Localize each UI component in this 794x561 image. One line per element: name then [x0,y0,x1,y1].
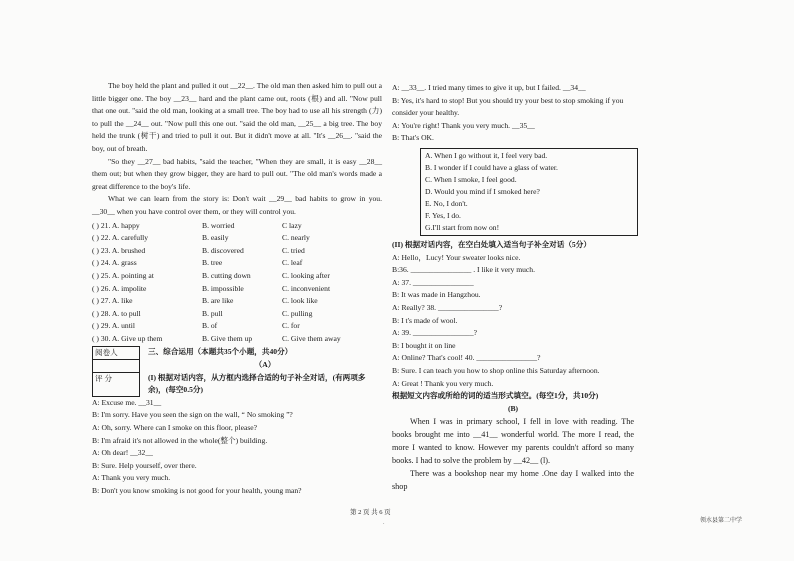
dialog-line: B: Don't you know smoking is not good for your health, young man? [92,486,302,495]
part-i-instruction: (I) 根据对话内容，从方框内选择合适的句子补全对话，(有两项多余)，(每空0.5分) [148,372,366,395]
options-box [420,148,638,236]
option-row: ( ) 21. A. happy B. worried C lazy [92,220,302,230]
dialog-line: B: I'm sorry. Have you seen the sign on the wall, “ No smoking ”? [92,410,293,420]
grader-cell: 阅卷人 [93,347,139,360]
dialog-line: B: It was made in Hangzhou. [392,290,481,300]
option-row: ( ) 23. A. brushed B. discovered C. tried [92,245,305,255]
option-row: ( ) 26. A. impolite B. impossible C. inconvenient [92,283,331,293]
section-3-header [92,346,382,396]
dialog-line: A: __33__. I tried many times to give it up, but I failed. __34__ [392,83,586,92]
grader-table [92,346,140,396]
options-list [92,220,382,346]
dialog-line: A: Great ! Thank you very much. [392,378,494,388]
option-row: ( ) 24. A. grass B. tree C. leaf [92,258,303,268]
dialog-line: B: I'm afraid it's not allowed in the whole(整个) building. [92,435,268,445]
box-option: E. No, I don't. [425,198,468,208]
box-option: A. When I go without it, I feel very bad. [425,150,548,160]
dialog-line: A: 37. ________________ [392,277,474,287]
dialog-line: B: That's OK. [392,133,434,143]
box-option: G.I'll start from now on! [425,222,500,232]
dialog-line: B: Sure. Help yourself, over there. [92,460,197,470]
passage-paragraph-1: The boy held the plant and pulled it out __22__. The old man then asked him to pull out a little bigger one. The boy __23__ hard and the plant came out, roots (根) and all. "Now pull that one out. "said the old man, looking at a small tree. The boy had to use all his strength (力) to pull the __24__ out. "Now pull this one out. "said the old man, __25__ a big tree. The boy held the trunk (树干) and tried to pull it out. But it didn't move at all. "It's __26__. "said the boy, out of breath. [92,81,382,153]
box-option: D. Would you mind if I smoked here? [425,186,540,196]
option-row: ( ) 28. A. to pull B. pull C. pulling [92,308,313,318]
dialog-line: A: You're right! Thank you very much. __35__ [392,120,535,130]
dialog-line: B:36. ________________ . I like it very much. [392,265,536,275]
section-3-title: 三、综合运用（本题共35个小题，共40分） [148,347,293,357]
fill-instruction: 根据短文内容或所给的词的适当形式填空。(每空1分，共10分) [392,391,599,401]
option-row: ( ) 22. A. carefully B. easily C. nearly [92,233,310,243]
part-b-title: (B) [507,403,519,413]
dialog-line: A: Excuse me. __31__ [92,397,162,407]
option-row: ( ) 29. A. until B. of C. for [92,321,300,331]
dialog-2 [392,252,634,391]
dialog-line: A: Hello，Lucy! Your sweater looks nice. [392,252,521,262]
reading-paragraph-2: There was a bookshop near my home .One day I walked into the shop [392,469,634,492]
part-ii-instruction: (II) 根据对话内容，在空白处填入适当句子补全对话（5分） [392,239,591,249]
right-column [392,82,634,493]
box-option: F. Yes, I do. [425,210,461,220]
dialog-line: B: Yes, it's hard to stop! But you should try your best to stop smoking if you consider your healthy. [392,95,624,118]
box-option: C. When I smoke, I feel good. [425,174,517,184]
grader-cell: 评 分 [95,374,113,384]
passage-paragraph-3: What we can learn from the story is: Don't wait __29__ bad habits to grow in you. __30__ when you have control over them, or they will control you. [92,194,382,216]
dialog-line: A: Oh, sorry. Where can I smoke on this floor, please? [92,423,258,433]
dialog-line: B: I t's made of wool. [392,315,458,325]
dialog-1 [92,397,382,498]
passage-paragraph-2: "So they __27__ bad habits, "said the teacher, "When they are small, it is easy __28__ them out; but when they grow bigger, they are hard to pull out. "The old man's words made a great difference to the boy's life. [92,156,382,191]
school-name: 领水县第二中学 [700,518,743,524]
dialog-line: A: Really? 38. ________________? [392,302,503,312]
option-row: ( ) 25. A. pointing at B. cutting down C. looking after [92,270,330,280]
option-row: ( ) 27. A. like B. are like C. look like [92,296,318,306]
reading-paragraph-1: When I was in primary school, I fell in love with reading. The books brought me into __41__ wonderful world. The more I read, the more I wanted to know. However my parents couldn't afford so many books. I had to solve the problem by __42__ (l). [392,417,634,466]
dialog-line: A: 39. ________________? [392,328,478,338]
left-column [92,80,382,498]
box-option: B. I wonder if I could have a glass of water. [425,162,558,172]
dialog-line: A: Online? That's cool! 40. ________________? [392,353,541,363]
part-a-title: （A） [254,360,276,370]
dialog-line: B: Sure. I can teach you how to shop online this Saturday afternoon. [392,365,600,375]
grader-cell [93,360,139,373]
dialog-line: A: Oh dear! __32__ [92,448,153,458]
option-row: ( ) 30. A. Give up them B. Give them up C. Give them away [92,333,341,343]
section-3-titles [140,346,382,396]
dialog-line: B: I bought it on line [392,340,456,350]
scan-dot: . [383,520,385,526]
dialog-line: A: Thank you very much. [92,473,171,483]
page-number: 第 2 页 共 6 页 [350,509,391,516]
